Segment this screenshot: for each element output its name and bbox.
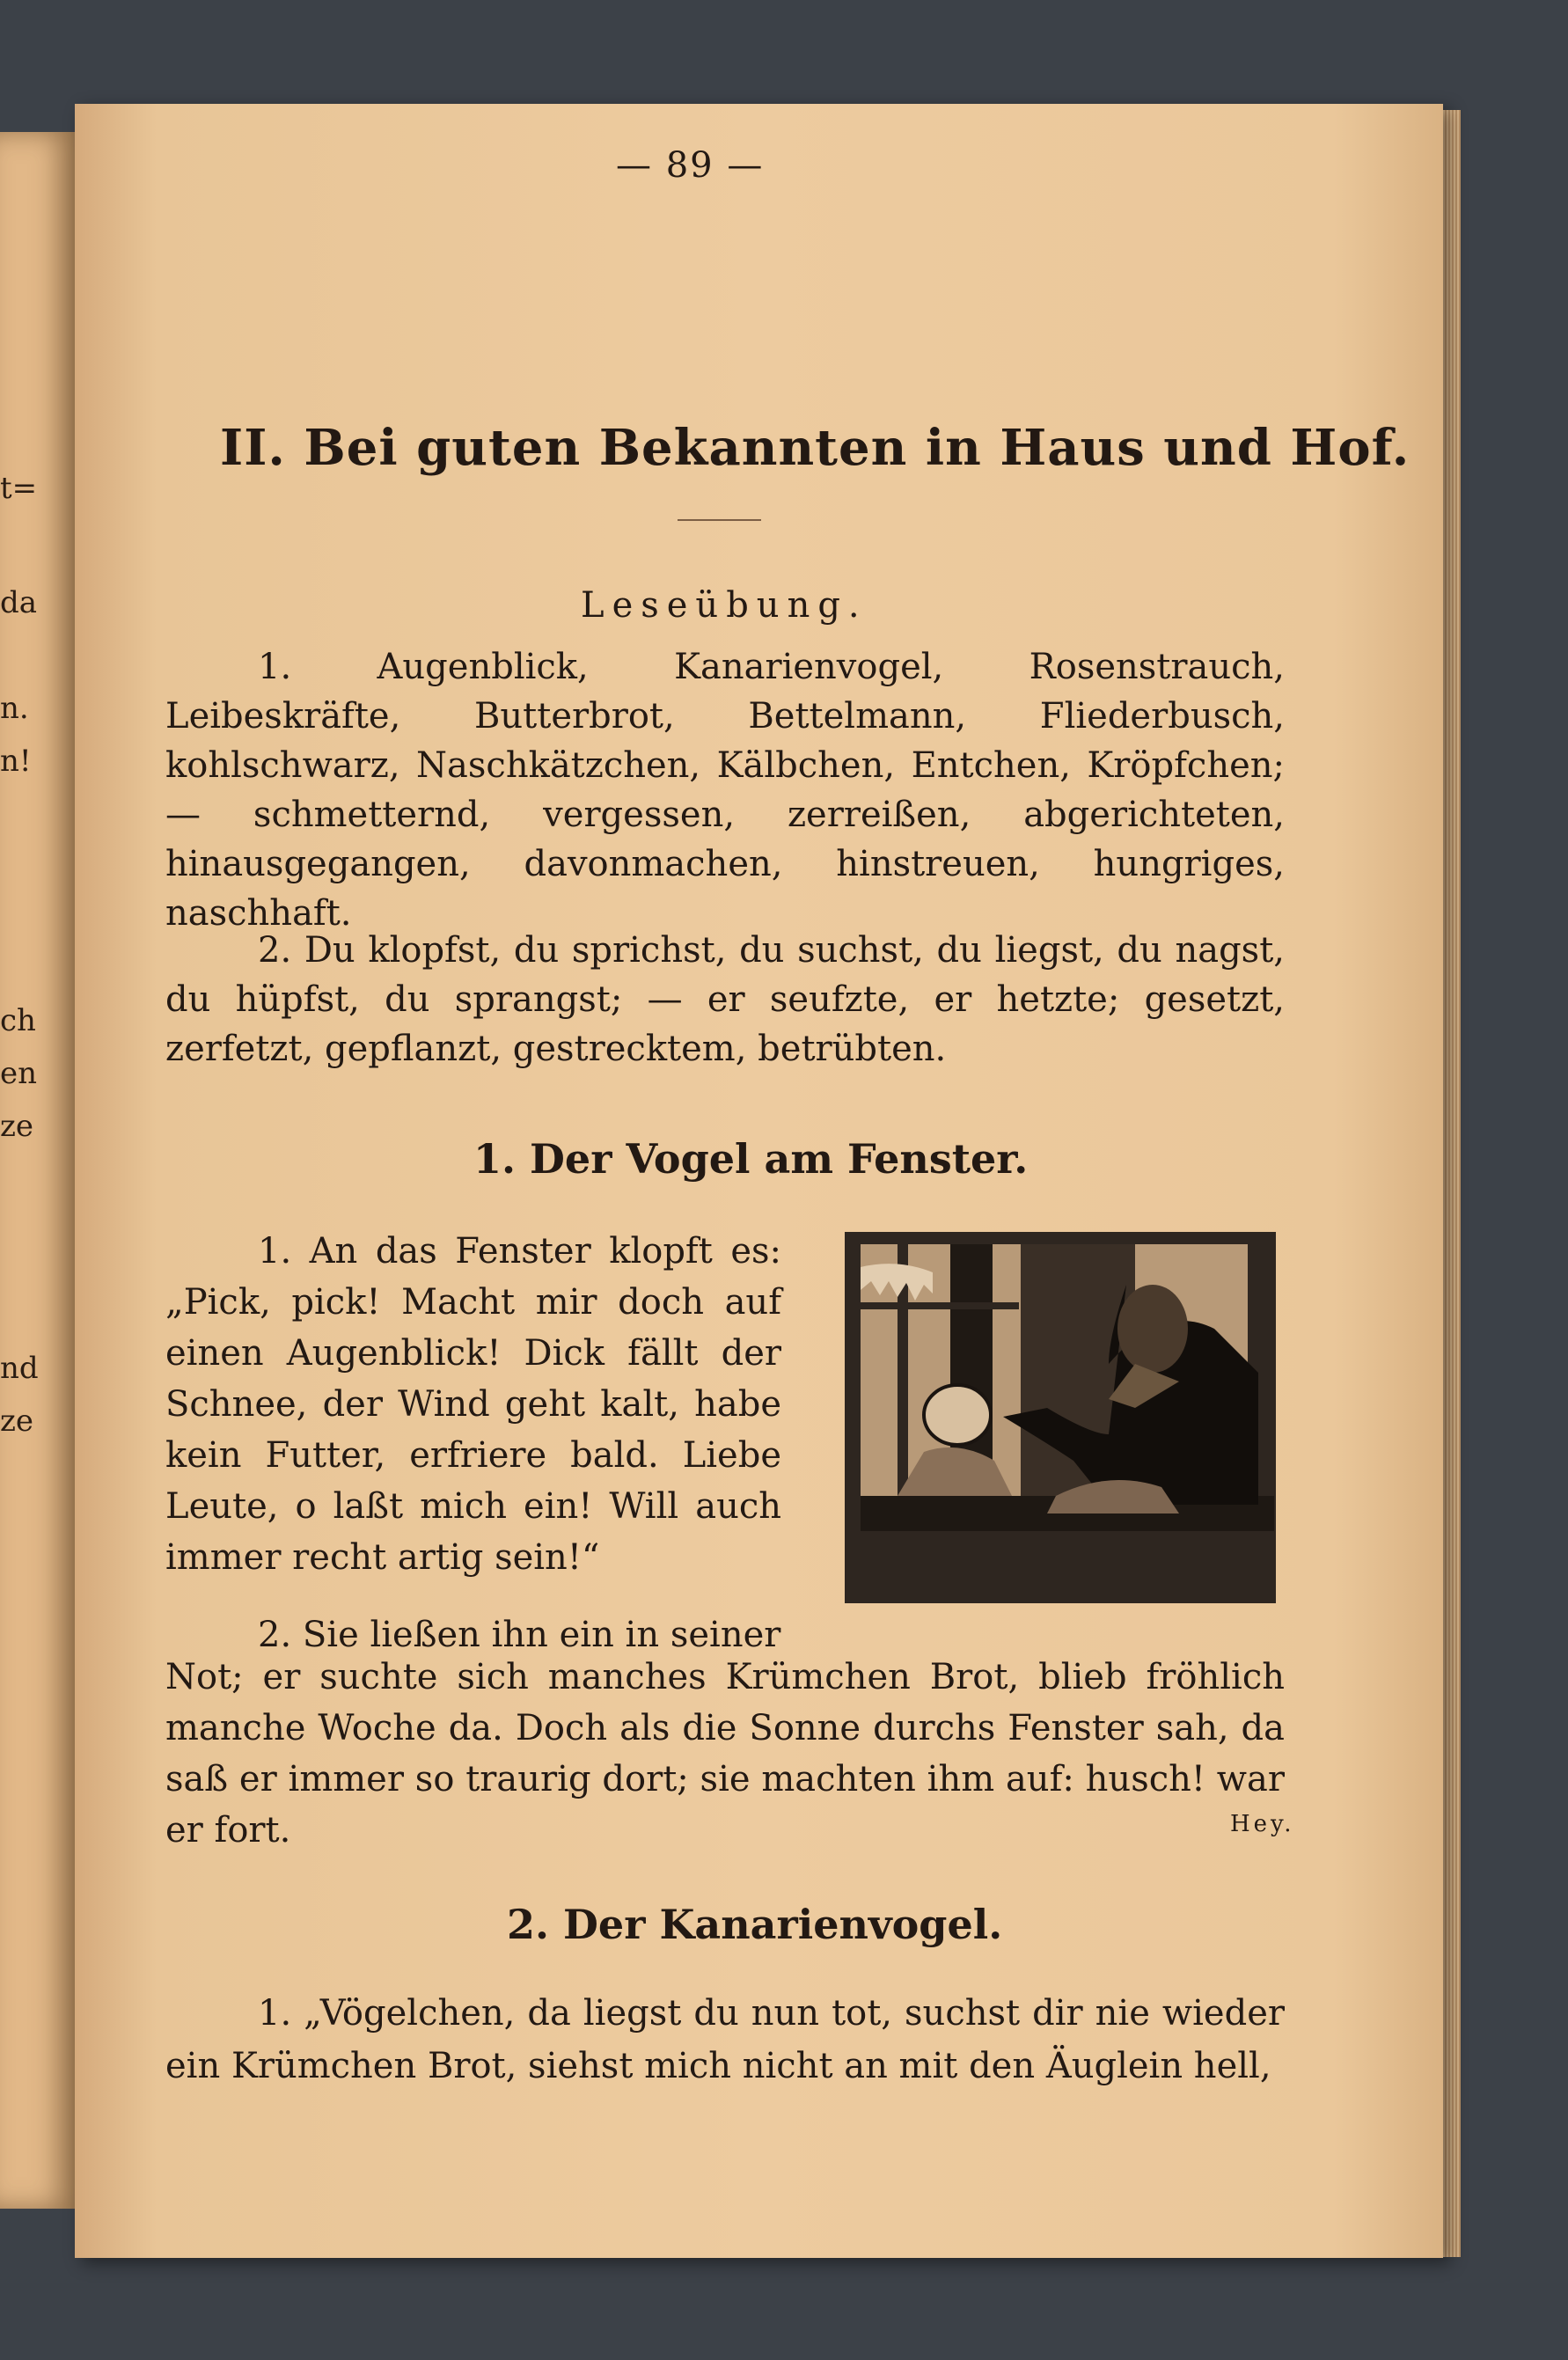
divider	[678, 519, 761, 521]
poem-2-stanza-1: 1. „Vögelchen, da liegst du nun tot, suchst dir nie wieder ein Krümchen Brot, siehst mich nicht an mit den Äuglein hell,	[165, 1993, 1285, 2086]
author: Hey.	[1230, 1811, 1295, 1837]
section-title-1: 1. Der Vogel am Fenster.	[473, 1135, 1029, 1183]
page-number: — 89 —	[616, 145, 765, 186]
left-fragment: en	[0, 1056, 38, 1091]
left-fragment: ze	[0, 1404, 34, 1439]
left-fragment: t=	[0, 471, 38, 506]
section-title-2: 2. Der Kanarienvogel.	[507, 1901, 1003, 1948]
left-fragment: nd	[0, 1351, 39, 1386]
left-fragment: n.	[0, 691, 29, 726]
poem-stanza-2-rest: Not; er suchte sich manches Krümchen Brot, blieb fröhlich manche Woche da. Doch als die Sonne durchs Fenster sah, da saß er immer so traurig dort; sie machten ihm auf: husch! war er fort.	[165, 1657, 1285, 1851]
left-fragment: n!	[0, 744, 32, 779]
left-facing-page	[0, 132, 75, 2209]
left-fragment: ze	[0, 1109, 34, 1144]
woodcut-illustration	[845, 1232, 1276, 1603]
poem-stanza-2-start: 2. Sie ließen ihn ein in seiner	[258, 1615, 781, 1655]
poem-stanza-1: 1. An das Fenster klopft es: „Pick, pick! Macht mir doch auf einen Augenblick! Dick fällt der Schnee, der Wind geht kalt, habe kein Futter, erfriere bald. Liebe Leute, o laßt mich ein! Will auch immer recht artig sein!“	[165, 1231, 781, 1578]
chapter-title: II. Bei guten Bekannten in Haus und Hof.	[220, 419, 1410, 477]
left-fragment: da	[0, 585, 38, 620]
exercise-title: Leseübung.	[581, 585, 868, 626]
page-edge	[1443, 110, 1461, 2257]
exercise-paragraph-2: 2. Du klopfst, du sprichst, du suchst, du liegst, du nagst, du hüpfst, du sprangst; — er seufzte, er hetzte; gesetzt, zerfetzt, gepflanzt, gestrecktem, betrübten.	[165, 930, 1285, 1069]
left-fragment: ch	[0, 1003, 36, 1038]
exercise-paragraph-1: 1. Augenblick, Kanarienvogel, Rosenstrauch, Leibeskräfte, Butterbrot, Bettelmann, Fliederbusch, kohlschwarz, Naschkätzchen, Kälbchen, Entchen, Kröpfchen; — schmetternd, vergessen, zerreißen, abgerichteten, hinausgegangen, davonmachen, hinstreuen, hungriges, naschhaft.	[165, 647, 1285, 934]
